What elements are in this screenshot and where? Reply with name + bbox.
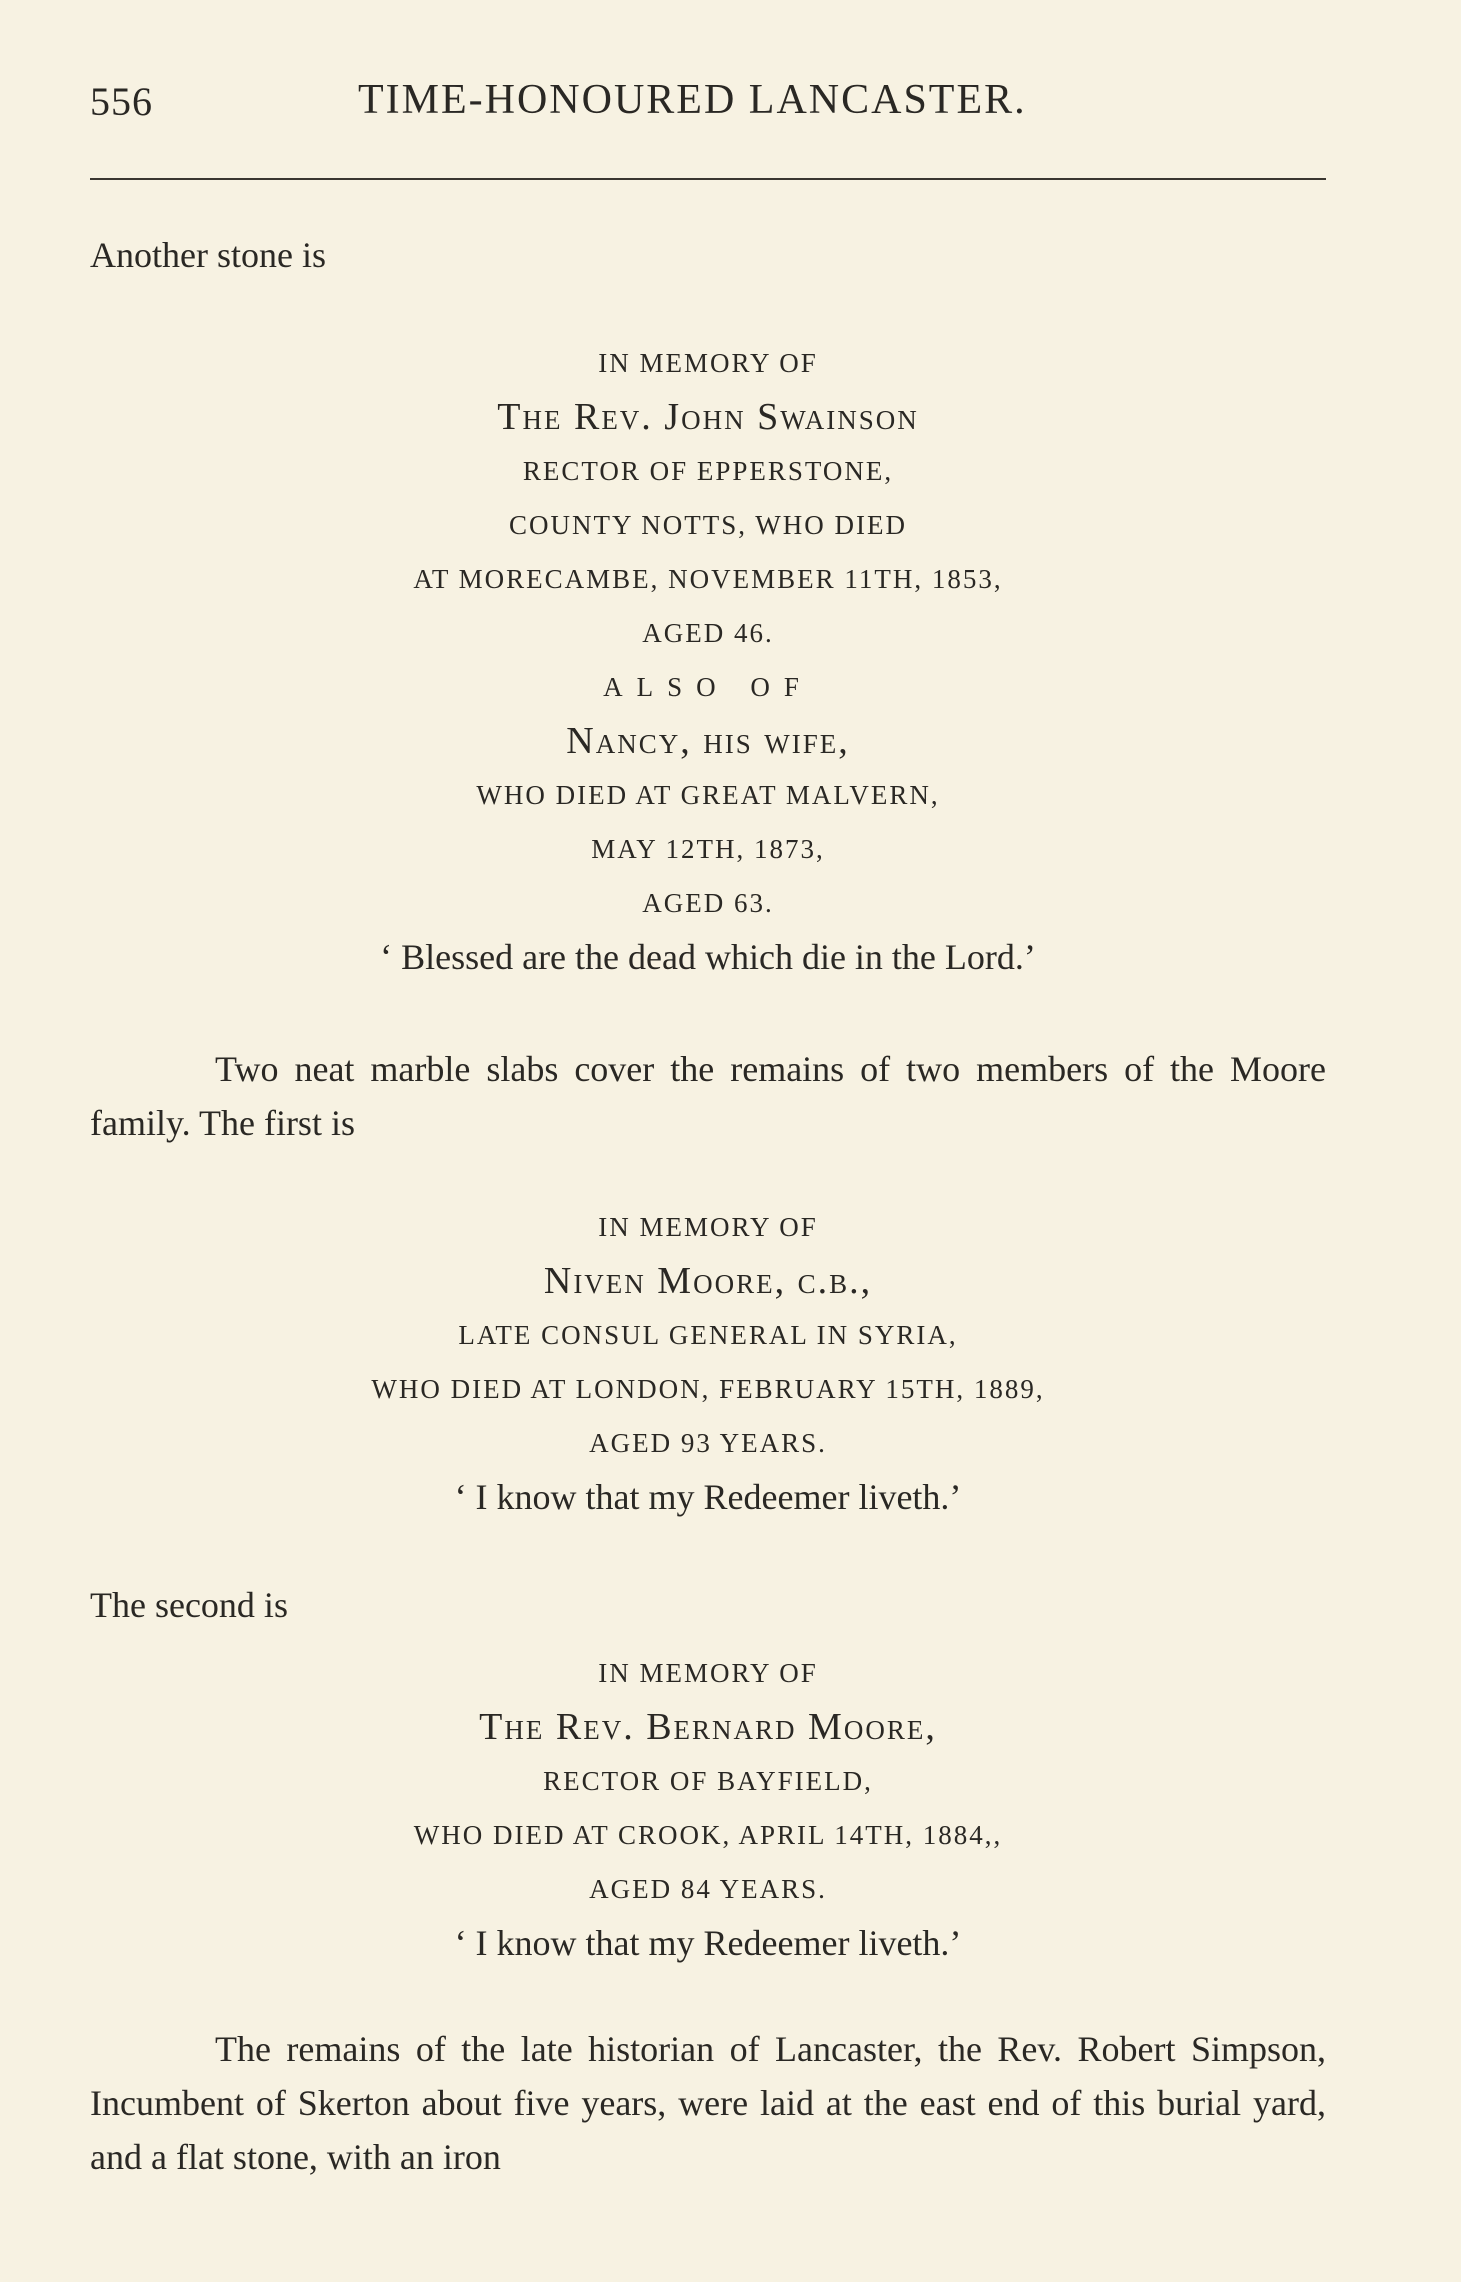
inscription-bernard-moore bbox=[90, 1646, 1326, 1970]
inscription-line: COUNTY NOTTS, WHO DIED bbox=[509, 510, 907, 540]
page-header bbox=[90, 70, 1326, 130]
inscription-line: AT MORECAMBE, NOVEMBER 11TH, 1853, bbox=[413, 564, 1003, 594]
inscription-line: IN MEMORY OF bbox=[598, 348, 818, 378]
running-title: TIME-HONOURED LANCASTER. bbox=[358, 77, 1027, 123]
paragraph-another-stone: Another stone is bbox=[90, 235, 326, 275]
inscription-quote: ‘ Blessed are the dead which die in the Lord.’ bbox=[380, 937, 1036, 977]
paragraph-marble-slabs: Two neat marble slabs cover the remains of two members of the Moore family. The first is bbox=[90, 1049, 1326, 1143]
inscription-line: RECTOR OF BAYFIELD, bbox=[543, 1766, 873, 1796]
inscription-swainson bbox=[90, 336, 1326, 984]
inscription-line: AGED 84 YEARS. bbox=[589, 1874, 827, 1904]
inscription-line: IN MEMORY OF bbox=[598, 1212, 818, 1242]
inscription-quote: ‘ I know that my Redeemer liveth.’ bbox=[454, 1477, 962, 1517]
inscription-line: WHO DIED AT LONDON, FEBRUARY 15TH, 1889, bbox=[371, 1374, 1045, 1404]
paragraph-second-is: The second is bbox=[90, 1585, 288, 1625]
header-rule bbox=[90, 178, 1326, 180]
paragraph-remains-historian: The remains of the late historian of Lancaster, the Rev. Robert Simpson, Incumbent of Skerton about five years, were laid at the east end of this burial yard, and a flat stone, with an iron bbox=[90, 2029, 1326, 2177]
inscription-quote: ‘ I know that my Redeemer liveth.’ bbox=[454, 1923, 962, 1963]
inscription-line: RECTOR OF EPPERSTONE, bbox=[522, 456, 894, 486]
inscription-name: The Rev. John Swainson bbox=[497, 396, 919, 438]
inscription-name: Nancy, his wife, bbox=[566, 720, 850, 762]
inscription-line: ALSO OF bbox=[603, 672, 813, 702]
inscription-line: AGED 63. bbox=[642, 888, 774, 918]
inscription-line: AGED 93 YEARS. bbox=[589, 1428, 827, 1458]
inscription-line: AGED 46. bbox=[642, 618, 774, 648]
inscription-name: Niven Moore, c.b., bbox=[543, 1260, 873, 1302]
inscription-line: MAY 12TH, 1873, bbox=[591, 834, 825, 864]
page-number: 556 bbox=[90, 79, 153, 124]
inscription-name: The Rev. Bernard Moore, bbox=[479, 1706, 937, 1748]
inscription-niven-moore bbox=[90, 1200, 1326, 1524]
inscription-line: WHO DIED AT GREAT MALVERN, bbox=[476, 780, 940, 810]
inscription-line: LATE CONSUL GENERAL IN SYRIA, bbox=[458, 1320, 958, 1350]
inscription-line: WHO DIED AT CROOK, APRIL 14TH, 1884,, bbox=[413, 1820, 1003, 1850]
inscription-line: IN MEMORY OF bbox=[598, 1658, 818, 1688]
